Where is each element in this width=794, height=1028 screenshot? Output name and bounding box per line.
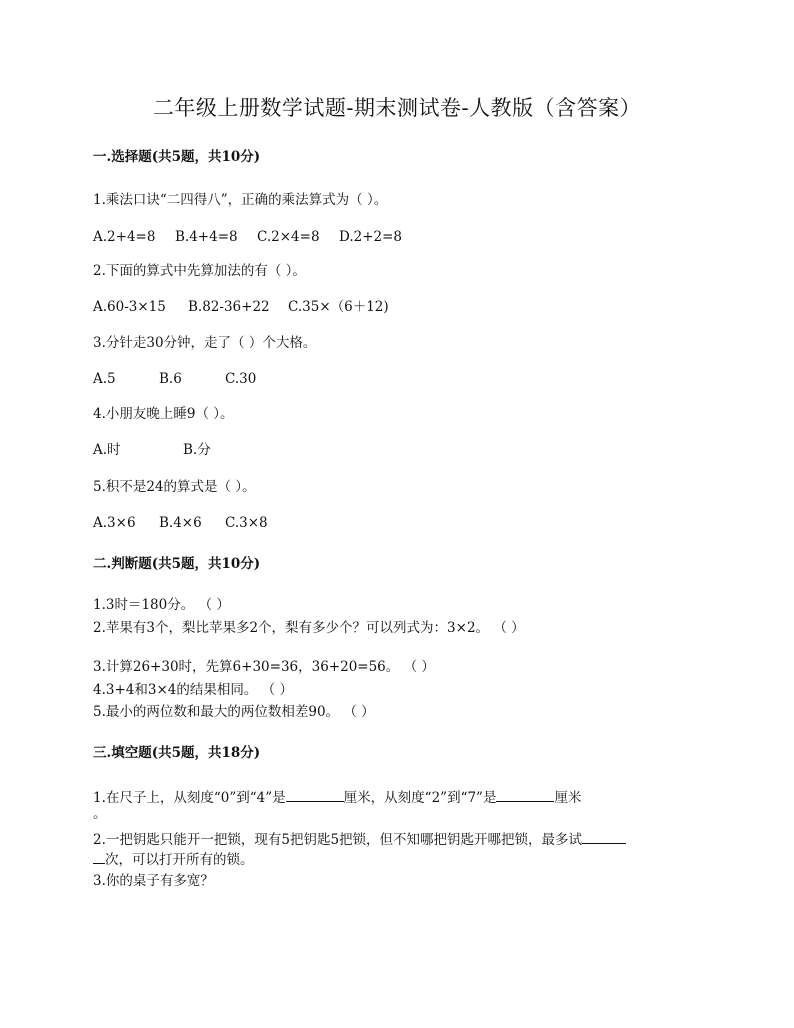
fill-text: 次，可以打开所有的锁。 [105,852,254,868]
answer-blank[interactable] [582,829,626,844]
option: C.2×4=8 [257,229,320,245]
page-title: 二年级上册数学试题-期末测试卷-人教版（含答案） [152,96,642,120]
option: A.3×6 [93,515,136,531]
fill-text: 2.一把钥匙只能开一把锁，现有5把钥匙5把锁，但不知哪把钥匙开哪把锁，最多试 [93,832,583,848]
question-options [93,298,389,316]
option: B.6 [159,371,182,387]
judge-item: 3.计算26+30时，先算6+30=36，36+20=56。 （ ） [93,659,435,675]
fill-text: 厘米 [554,790,582,806]
option: C.35×（6＋12) [288,299,389,315]
question-text: 4.小朋友晚上睡9（ ）。 [93,406,234,422]
option: C.30 [225,371,257,387]
fill-question-1-end: 。 [93,806,107,822]
answer-blank[interactable] [286,787,344,802]
question-options [93,228,402,246]
section-heading-fill: 三.填空题(共5题，共18分) [93,745,261,761]
fill-question-1 [93,787,581,807]
judge-item: 2.苹果有3个，梨比苹果多2个，梨有多少个？可以列式为：3×2。 （ ） [93,620,525,636]
question-text: 1.乘法口诀“二四得八”，正确的乘法算式为（ ）。 [93,192,388,208]
question-text: 3.分针走30分钟，走了（ ）个大格。 [93,335,317,351]
question-text: 2.下面的算式中先算加法的有（ ）。 [93,263,306,279]
option: B.分 [183,442,211,458]
answer-blank[interactable] [496,787,554,802]
fill-question-2-cont [93,849,254,869]
question-options [93,441,211,459]
judge-item: 4.3+4和3×4的结果相同。 （ ） [93,682,293,698]
option: D.2+2=8 [339,229,403,245]
fill-question-2 [93,829,626,849]
question-options [93,370,256,388]
judge-item: 5.最小的两位数和最大的两位数相差90。 （ ） [93,704,375,720]
option: A.60-3×15 [93,299,166,315]
option: B.4+4=8 [175,229,238,245]
fill-text: 1.在尺子上，从刻度“0”到“4”是 [93,790,286,806]
fill-text: 厘米，从刻度“2”到“7”是 [343,790,497,806]
section-heading-choice: 一.选择题(共5题，共10分) [93,149,261,165]
option: C.3×8 [225,515,268,531]
option: A.时 [93,442,121,458]
answer-blank[interactable] [93,849,105,864]
option: B.82-36+22 [188,299,270,315]
judge-item: 1.3时＝180分。 （ ） [93,597,230,613]
option: A.5 [93,371,116,387]
fill-question-3: 3.你的桌子有多宽？ [93,873,214,889]
question-options [93,514,268,532]
option: A.2+4=8 [93,229,156,245]
section-heading-judge: 二.判断题(共5题，共10分) [93,556,261,572]
question-text: 5.积不是24的算式是（ ）。 [93,479,256,495]
option: B.4×6 [159,515,202,531]
